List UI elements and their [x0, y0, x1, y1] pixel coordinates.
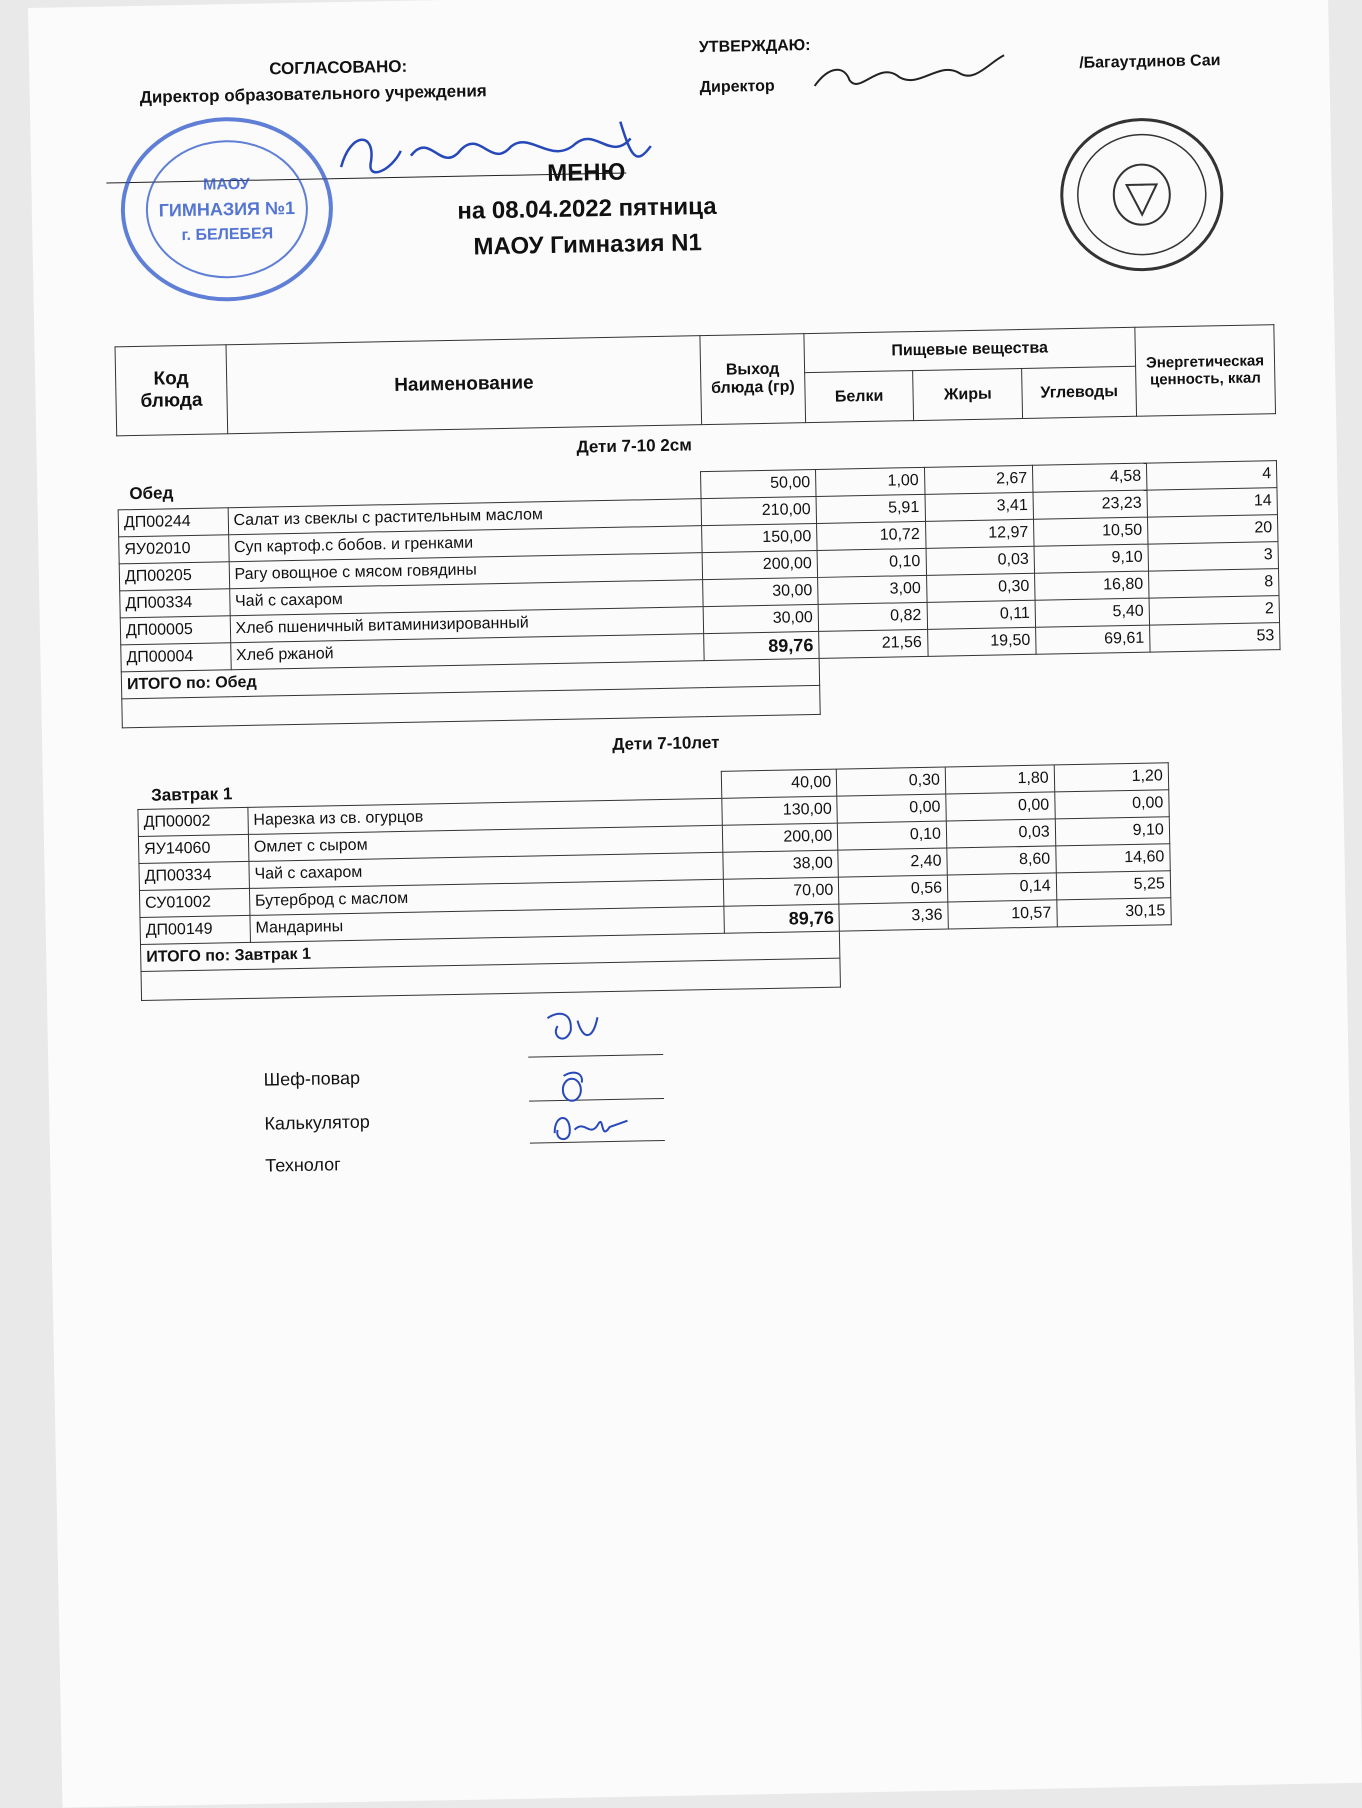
cell-carbs: 5,40	[1035, 598, 1149, 627]
approve-heading: УТВЕРЖДАЮ:	[698, 36, 811, 57]
cell-name: Мандарины	[250, 906, 725, 942]
menu-table-lunch	[117, 460, 1282, 728]
cell-protein: 0,56	[839, 875, 948, 904]
cell-protein: 3,00	[818, 575, 927, 604]
technologist-signature	[549, 1107, 630, 1149]
total-protein: 21,56	[819, 629, 928, 658]
cell-carbs: 5,25	[1056, 871, 1171, 900]
cell-protein: 0,10	[817, 548, 926, 577]
total-energy: 53	[1149, 623, 1280, 652]
column-protein: Белки	[804, 371, 914, 423]
stamp-line: ГИМНАЗИЯ №1	[158, 197, 296, 221]
director-name: /Багаутдинов Саи	[1079, 52, 1221, 72]
cell-yield: 40,00	[721, 769, 837, 798]
cell-yield: 38,00	[723, 850, 839, 879]
total-carbs: 30,15	[1057, 898, 1172, 927]
cell-fat: 0,14	[947, 873, 1056, 902]
official-seal	[1055, 113, 1228, 276]
approve-role: Директор	[699, 77, 775, 97]
calculator-signature-line	[529, 1098, 664, 1102]
cell-name: Нарезка из св. огурцов	[248, 798, 723, 834]
total-yield: 89,76	[724, 904, 840, 933]
cell-carbs: 14,60	[1055, 844, 1170, 873]
cell-carbs: 10,50	[1034, 517, 1148, 546]
cell-carbs: 9,10	[1055, 817, 1170, 846]
cell-energy: 2	[1149, 596, 1280, 625]
cell-name: Чай с сахаром	[229, 580, 703, 616]
cell-protein: 0,82	[818, 602, 927, 631]
cell-code: ДП00005	[120, 616, 230, 645]
menu-table-breakfast	[137, 760, 1287, 1001]
cell-fat: 0,30	[926, 573, 1035, 602]
cell-name: Суп картоф.с бобов. и гренками	[228, 526, 702, 562]
column-fat: Жиры	[913, 369, 1023, 421]
cell-code: ДП00004	[121, 643, 231, 672]
total-fat: 19,50	[927, 627, 1036, 656]
director-signature	[809, 47, 1010, 101]
document-sheet	[28, 0, 1362, 1808]
cell-yield: 200,00	[722, 823, 838, 852]
cell-code: ДП00149	[140, 915, 250, 944]
section-group: Дети 7-10лет	[612, 732, 720, 754]
cell-fat: 0,11	[927, 600, 1036, 629]
cell-energy: 8	[1148, 569, 1279, 598]
cell-carbs: 0,00	[1054, 790, 1169, 819]
cell-name: Чай с сахаром	[249, 852, 724, 888]
column-energy: Энергетическая ценность, ккал	[1135, 325, 1276, 417]
cell-fat: 8,60	[947, 846, 1056, 875]
stamp-line: г. БЕЛЕБЕЯ	[181, 225, 274, 245]
cell-code: ЯУ14060	[138, 834, 248, 863]
cell-fat: 2,67	[924, 465, 1033, 494]
school-name: МАОУ Гимназия N1	[473, 229, 703, 261]
cell-fat: 12,97	[925, 519, 1034, 548]
cell-code: ДП00205	[119, 562, 229, 591]
cell-code: ДП00002	[138, 807, 248, 836]
cell-yield: 150,00	[702, 523, 817, 552]
meal-name: Завтрак 1	[150, 784, 233, 805]
cell-yield: 130,00	[722, 796, 838, 825]
cell-code: ДП00244	[118, 508, 228, 537]
column-carbs: Углеводы	[1022, 367, 1137, 419]
total-protein: 3,36	[839, 902, 948, 931]
cell-energy: 20	[1147, 515, 1278, 544]
technologist-label: Технолог	[265, 1154, 341, 1176]
chef-signature	[542, 1005, 603, 1056]
column-name: Наименование	[226, 336, 702, 434]
cell-name: Рагу овощное с мясом говядины	[229, 553, 703, 589]
column-yield: Выход блюда (гр)	[700, 334, 805, 425]
cell-name: Салат из свеклы с растительным маслом	[228, 499, 702, 535]
cell-carbs: 4,58	[1032, 463, 1146, 492]
cell-code: СУ01002	[139, 888, 249, 917]
total-label: ИТОГО по: Обед	[121, 658, 819, 698]
column-code: Код блюда	[115, 345, 228, 436]
cell-protein: 0,10	[838, 821, 947, 850]
cell-energy: 14	[1147, 488, 1278, 517]
cell-yield: 210,00	[701, 496, 816, 525]
cell-yield: 50,00	[701, 469, 816, 498]
calculator-signature	[553, 1067, 594, 1108]
agreed-role: Директор образовательного учреждения	[139, 81, 487, 107]
total-fat: 10,57	[948, 900, 1057, 929]
total-carbs: 69,61	[1036, 625, 1150, 654]
cell-protein: 5,91	[816, 494, 925, 523]
meal-name: Обед	[129, 483, 174, 504]
cell-fat: 0,03	[926, 546, 1035, 575]
cell-protein: 0,00	[837, 794, 946, 823]
cell-fat: 3,41	[925, 492, 1034, 521]
chef-label: Шеф-повар	[263, 1067, 361, 1090]
agreed-heading: СОГЛАСОВАНО:	[269, 56, 408, 79]
cell-protein: 2,40	[838, 848, 947, 877]
cell-name: Омлет с сыром	[248, 825, 723, 861]
cell-energy: 3	[1148, 542, 1279, 571]
cell-carbs: 1,20	[1054, 763, 1169, 792]
cell-protein: 1,00	[815, 467, 924, 496]
stamp-line: МАОУ	[202, 175, 250, 194]
cell-carbs: 23,23	[1033, 490, 1147, 519]
column-nutrients: Пищевые вещества	[804, 327, 1136, 373]
cell-carbs: 16,80	[1035, 571, 1149, 600]
cell-name: Бутерброд с маслом	[249, 879, 724, 915]
cell-yield: 70,00	[723, 877, 839, 906]
cell-code: ДП00334	[120, 589, 230, 618]
cell-yield: 30,00	[703, 577, 818, 606]
cell-name: Хлеб пшеничный витаминизированный	[230, 607, 704, 643]
calculator-label: Калькулятор	[264, 1111, 371, 1134]
cell-fat: 1,80	[945, 765, 1054, 794]
page-title: МЕНЮ	[546, 158, 626, 188]
cell-protein: 10,72	[817, 521, 926, 550]
section-group: Дети 7-10 2см	[576, 435, 692, 457]
cell-code: ДП00334	[139, 861, 249, 890]
table-header	[115, 324, 1277, 436]
cell-yield: 200,00	[702, 550, 817, 579]
cell-code: ЯУ02010	[119, 535, 229, 564]
cell-fat: 0,00	[946, 792, 1055, 821]
cell-protein: 0,30	[836, 767, 945, 796]
menu-date: на 08.04.2022 пятница	[457, 192, 717, 225]
total-label: ИТОГО по: Завтрак 1	[140, 931, 840, 971]
cell-yield: 30,00	[703, 604, 818, 633]
cell-energy: 4	[1146, 461, 1277, 490]
cell-fat: 0,03	[946, 819, 1055, 848]
school-stamp	[115, 112, 339, 306]
cell-name: Хлеб ржаной	[230, 634, 704, 670]
total-yield: 89,76	[704, 631, 819, 660]
cell-carbs: 9,10	[1034, 544, 1148, 573]
